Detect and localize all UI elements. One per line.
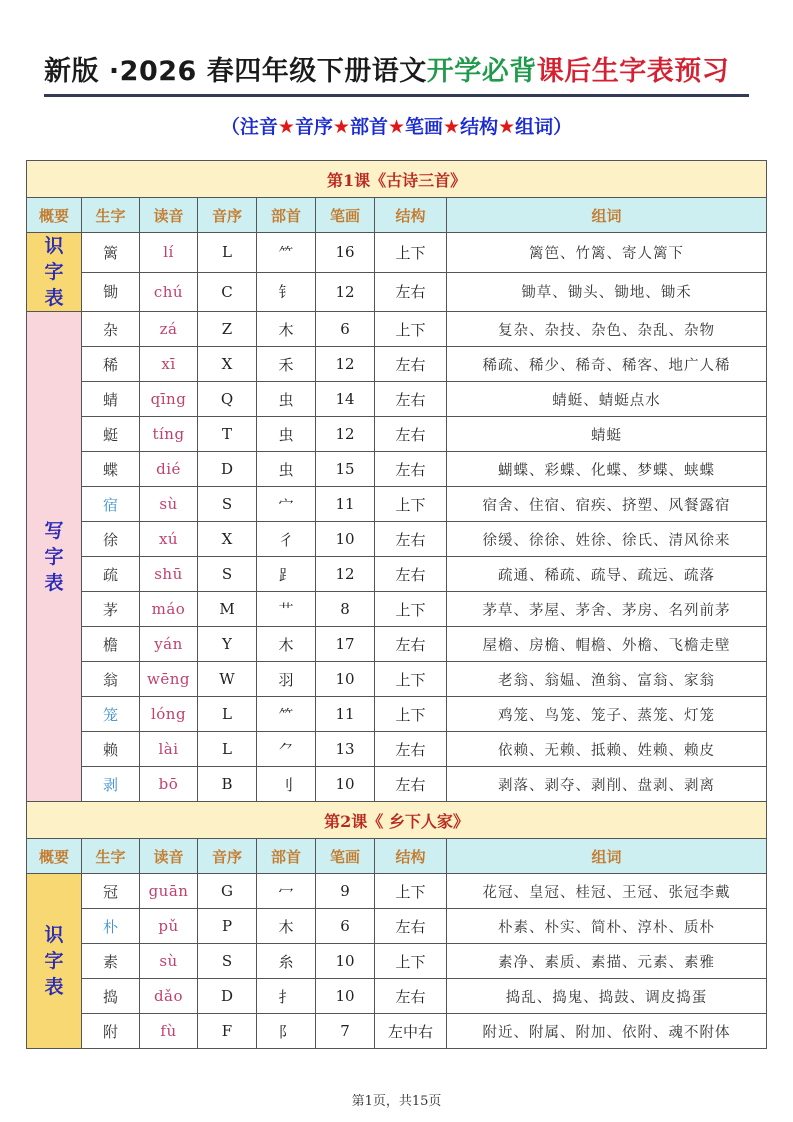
word-group-cell: 朴素、朴实、简朴、淳朴、质朴 xyxy=(447,909,767,944)
word-group-cell: 宿舍、住宿、宿疾、挤塑、风餐露宿 xyxy=(447,487,767,522)
structure-cell: 上下 xyxy=(375,944,447,979)
character-cell: 稀 xyxy=(82,347,140,382)
table-row xyxy=(27,417,767,452)
stroke-count-cell: 10 xyxy=(316,767,375,802)
lesson-title-row xyxy=(27,802,767,839)
radical-cell: ⺮ xyxy=(257,233,316,273)
character-cell: 杂 xyxy=(82,312,140,347)
phonetic-order-cell: M xyxy=(198,592,257,627)
structure-cell: 上下 xyxy=(375,874,447,909)
stroke-count-cell: 11 xyxy=(316,697,375,732)
character-cell: 赖 xyxy=(82,732,140,767)
structure-cell: 左右 xyxy=(375,417,447,452)
star-icon: ★ xyxy=(277,116,295,138)
structure-cell: 左右 xyxy=(375,627,447,662)
word-group-cell: 疏通、稀疏、疏导、疏远、疏落 xyxy=(447,557,767,592)
structure-cell: 上下 xyxy=(375,487,447,522)
character-cell: 笼 xyxy=(82,697,140,732)
pinyin-cell: yán xyxy=(140,627,198,662)
subtitle-item: 组词 xyxy=(515,116,554,138)
structure-cell: 左右 xyxy=(375,272,447,312)
stroke-count-cell: 6 xyxy=(316,909,375,944)
column-header: 概要 xyxy=(27,198,82,233)
subtitle-item: 注音 xyxy=(239,116,278,138)
character-cell: 剥 xyxy=(82,767,140,802)
character-cell: 朴 xyxy=(82,909,140,944)
column-header: 笔画 xyxy=(316,198,375,233)
stroke-count-cell: 10 xyxy=(316,522,375,557)
phonetic-order-cell: S xyxy=(198,487,257,522)
section-label: 识 字 表 xyxy=(27,233,82,312)
stroke-count-cell: 12 xyxy=(316,417,375,452)
radical-cell: 羽 xyxy=(257,662,316,697)
column-header: 部首 xyxy=(257,198,316,233)
column-header: 部首 xyxy=(257,839,316,874)
phonetic-order-cell: Y xyxy=(198,627,257,662)
pinyin-cell: tíng xyxy=(140,417,198,452)
structure-cell: 左中右 xyxy=(375,1014,447,1049)
character-cell: 檐 xyxy=(82,627,140,662)
table-row xyxy=(27,347,767,382)
radical-cell: 虫 xyxy=(257,452,316,487)
radical-cell: 彳 xyxy=(257,522,316,557)
character-cell: 蜓 xyxy=(82,417,140,452)
title-part-green: 开学必背 xyxy=(426,56,537,87)
section-label: 写 字 表 xyxy=(27,312,82,802)
column-header-row xyxy=(27,198,767,233)
character-cell: 附 xyxy=(82,1014,140,1049)
column-header: 结构 xyxy=(375,839,447,874)
pinyin-cell: pǔ xyxy=(140,909,198,944)
table-row xyxy=(27,1014,767,1049)
table-row xyxy=(27,732,767,767)
radical-cell: 木 xyxy=(257,312,316,347)
table-row xyxy=(27,662,767,697)
word-group-cell: 鸡笼、鸟笼、笼子、蒸笼、灯笼 xyxy=(447,697,767,732)
word-group-cell: 锄草、锄头、锄地、锄禾 xyxy=(447,272,767,312)
subtitle-item: 笔画 xyxy=(405,116,444,138)
stroke-count-cell: 11 xyxy=(316,487,375,522)
word-group-cell: 篱笆、竹篱、寄人篱下 xyxy=(447,233,767,273)
lesson-title: 第1课《古诗三首》 xyxy=(27,161,767,198)
pinyin-cell: dǎo xyxy=(140,979,198,1014)
radical-cell: 虫 xyxy=(257,417,316,452)
radical-cell: 艹 xyxy=(257,592,316,627)
star-icon: ★ xyxy=(443,116,461,138)
table-row xyxy=(27,944,767,979)
radical-cell: 冖 xyxy=(257,874,316,909)
pinyin-cell: fù xyxy=(140,1014,198,1049)
radical-cell: ⻊ xyxy=(257,557,316,592)
pinyin-cell: lài xyxy=(140,732,198,767)
vocabulary-table xyxy=(26,160,767,1049)
stroke-count-cell: 10 xyxy=(316,662,375,697)
table-row xyxy=(27,767,767,802)
phonetic-order-cell: F xyxy=(198,1014,257,1049)
table-row xyxy=(27,233,767,273)
character-cell: 茅 xyxy=(82,592,140,627)
pinyin-cell: máo xyxy=(140,592,198,627)
phonetic-order-cell: X xyxy=(198,347,257,382)
table-row xyxy=(27,874,767,909)
word-group-cell: 花冠、皇冠、桂冠、王冠、张冠李戴 xyxy=(447,874,767,909)
table-row xyxy=(27,272,767,312)
phonetic-order-cell: L xyxy=(198,233,257,273)
column-header: 音序 xyxy=(198,198,257,233)
lesson-title: 第2课《 乡下人家》 xyxy=(27,802,767,839)
stroke-count-cell: 9 xyxy=(316,874,375,909)
word-group-cell: 蜻蜓、蜻蜓点水 xyxy=(447,382,767,417)
subtitle xyxy=(0,112,793,139)
phonetic-order-cell: C xyxy=(198,272,257,312)
character-cell: 锄 xyxy=(82,272,140,312)
table-row xyxy=(27,979,767,1014)
subtitle-item: 音序 xyxy=(294,116,333,138)
structure-cell: 左右 xyxy=(375,732,447,767)
title-part-red: 课后生字表预习 xyxy=(536,56,730,87)
structure-cell: 上下 xyxy=(375,592,447,627)
stroke-count-cell: 15 xyxy=(316,452,375,487)
structure-cell: 上下 xyxy=(375,697,447,732)
stroke-count-cell: 10 xyxy=(316,979,375,1014)
structure-cell: 左右 xyxy=(375,557,447,592)
stroke-count-cell: 12 xyxy=(316,557,375,592)
word-group-cell: 蝴蝶、彩蝶、化蝶、梦蝶、蛱蝶 xyxy=(447,452,767,487)
stroke-count-cell: 6 xyxy=(316,312,375,347)
stroke-count-cell: 17 xyxy=(316,627,375,662)
stroke-count-cell: 7 xyxy=(316,1014,375,1049)
table-row xyxy=(27,627,767,662)
pinyin-cell: lí xyxy=(140,233,198,273)
table-row xyxy=(27,487,767,522)
character-cell: 蝶 xyxy=(82,452,140,487)
phonetic-order-cell: Z xyxy=(198,312,257,347)
stroke-count-cell: 12 xyxy=(316,272,375,312)
stroke-count-cell: 14 xyxy=(316,382,375,417)
character-cell: 徐 xyxy=(82,522,140,557)
phonetic-order-cell: B xyxy=(198,767,257,802)
structure-cell: 左右 xyxy=(375,522,447,557)
word-group-cell: 屋檐、房檐、帽檐、外檐、飞檐走壁 xyxy=(447,627,767,662)
column-header: 音序 xyxy=(198,839,257,874)
phonetic-order-cell: Q xyxy=(198,382,257,417)
pinyin-cell: sù xyxy=(140,944,198,979)
phonetic-order-cell: D xyxy=(198,979,257,1014)
phonetic-order-cell: S xyxy=(198,944,257,979)
structure-cell: 左右 xyxy=(375,767,447,802)
word-group-cell: 蜻蜓 xyxy=(447,417,767,452)
character-cell: 宿 xyxy=(82,487,140,522)
radical-cell: 刂 xyxy=(257,767,316,802)
lesson-title-row xyxy=(27,161,767,198)
word-group-cell: 捣乱、捣鬼、捣鼓、调皮捣蛋 xyxy=(447,979,767,1014)
character-cell: 捣 xyxy=(82,979,140,1014)
column-header: 笔画 xyxy=(316,839,375,874)
table-row xyxy=(27,909,767,944)
phonetic-order-cell: D xyxy=(198,452,257,487)
title-part-main: 新版 ·2026 春四年级下册语文 xyxy=(44,56,427,87)
column-header: 读音 xyxy=(140,839,198,874)
pinyin-cell: qīng xyxy=(140,382,198,417)
title-underline xyxy=(44,94,749,97)
phonetic-order-cell: P xyxy=(198,909,257,944)
table-row xyxy=(27,452,767,487)
phonetic-order-cell: T xyxy=(198,417,257,452)
stroke-count-cell: 16 xyxy=(316,233,375,273)
table-row xyxy=(27,592,767,627)
pinyin-cell: xī xyxy=(140,347,198,382)
stroke-count-cell: 8 xyxy=(316,592,375,627)
structure-cell: 左右 xyxy=(375,452,447,487)
table-row xyxy=(27,312,767,347)
column-header: 生字 xyxy=(82,198,140,233)
stroke-count-cell: 12 xyxy=(316,347,375,382)
character-cell: 素 xyxy=(82,944,140,979)
character-cell: 蜻 xyxy=(82,382,140,417)
phonetic-order-cell: X xyxy=(198,522,257,557)
pinyin-cell: zá xyxy=(140,312,198,347)
pinyin-cell: chú xyxy=(140,272,198,312)
pinyin-cell: sù xyxy=(140,487,198,522)
document-title xyxy=(44,52,749,96)
word-group-cell: 徐缓、徐徐、姓徐、徐氏、清风徐来 xyxy=(447,522,767,557)
character-cell: 疏 xyxy=(82,557,140,592)
radical-cell: ⺮ xyxy=(257,697,316,732)
pinyin-cell: shū xyxy=(140,557,198,592)
table-row xyxy=(27,697,767,732)
column-header-row xyxy=(27,839,767,874)
subtitle-item: 结构 xyxy=(460,116,499,138)
radical-cell: 虫 xyxy=(257,382,316,417)
phonetic-order-cell: L xyxy=(198,732,257,767)
structure-cell: 左右 xyxy=(375,347,447,382)
column-header: 结构 xyxy=(375,198,447,233)
word-group-cell: 剥落、剥夺、剥削、盘剥、剥离 xyxy=(447,767,767,802)
phonetic-order-cell: W xyxy=(198,662,257,697)
radical-cell: 扌 xyxy=(257,979,316,1014)
table-row xyxy=(27,522,767,557)
pinyin-cell: xú xyxy=(140,522,198,557)
radical-cell: 钅 xyxy=(257,272,316,312)
word-group-cell: 稀疏、稀少、稀奇、稀客、地广人稀 xyxy=(447,347,767,382)
radical-cell: 木 xyxy=(257,627,316,662)
word-group-cell: 老翁、翁媪、渔翁、富翁、家翁 xyxy=(447,662,767,697)
structure-cell: 上下 xyxy=(375,662,447,697)
phonetic-order-cell: G xyxy=(198,874,257,909)
column-header: 概要 xyxy=(27,839,82,874)
star-icon: ★ xyxy=(498,116,516,138)
radical-cell: 木 xyxy=(257,909,316,944)
structure-cell: 上下 xyxy=(375,312,447,347)
column-header: 生字 xyxy=(82,839,140,874)
structure-cell: 上下 xyxy=(375,233,447,273)
word-group-cell: 素净、素质、素描、元素、素雅 xyxy=(447,944,767,979)
structure-cell: 左右 xyxy=(375,382,447,417)
structure-cell: 左右 xyxy=(375,979,447,1014)
radical-cell: 宀 xyxy=(257,487,316,522)
table-row xyxy=(27,557,767,592)
stroke-count-cell: 10 xyxy=(316,944,375,979)
character-cell: 冠 xyxy=(82,874,140,909)
radical-cell: 糸 xyxy=(257,944,316,979)
phonetic-order-cell: S xyxy=(198,557,257,592)
column-header: 组词 xyxy=(447,198,767,233)
column-header: 读音 xyxy=(140,198,198,233)
page-footer: 第1页，共15页 xyxy=(351,1094,442,1109)
radical-cell: 阝 xyxy=(257,1014,316,1049)
stroke-count-cell: 13 xyxy=(316,732,375,767)
pinyin-cell: guān xyxy=(140,874,198,909)
subtitle-close-paren: ） xyxy=(553,116,573,138)
radical-cell: ⺈ xyxy=(257,732,316,767)
word-group-cell: 茅草、茅屋、茅舍、茅房、名列前茅 xyxy=(447,592,767,627)
section-label: 识 字 表 xyxy=(27,874,82,1049)
pinyin-cell: dié xyxy=(140,452,198,487)
star-icon: ★ xyxy=(332,116,350,138)
structure-cell: 左右 xyxy=(375,909,447,944)
star-icon: ★ xyxy=(387,116,406,138)
subtitle-open-paren: （ xyxy=(220,116,240,138)
subtitle-item: 部首 xyxy=(349,116,388,138)
character-cell: 篱 xyxy=(82,233,140,273)
radical-cell: 禾 xyxy=(257,347,316,382)
word-group-cell: 依赖、无赖、抵赖、姓赖、赖皮 xyxy=(447,732,767,767)
pinyin-cell: bō xyxy=(140,767,198,802)
column-header: 组词 xyxy=(447,839,767,874)
word-group-cell: 复杂、杂技、杂色、杂乱、杂物 xyxy=(447,312,767,347)
pinyin-cell: wēng xyxy=(140,662,198,697)
pinyin-cell: lóng xyxy=(140,697,198,732)
character-cell: 翁 xyxy=(82,662,140,697)
phonetic-order-cell: L xyxy=(198,697,257,732)
table-row xyxy=(27,382,767,417)
word-group-cell: 附近、附属、附加、依附、魂不附体 xyxy=(447,1014,767,1049)
